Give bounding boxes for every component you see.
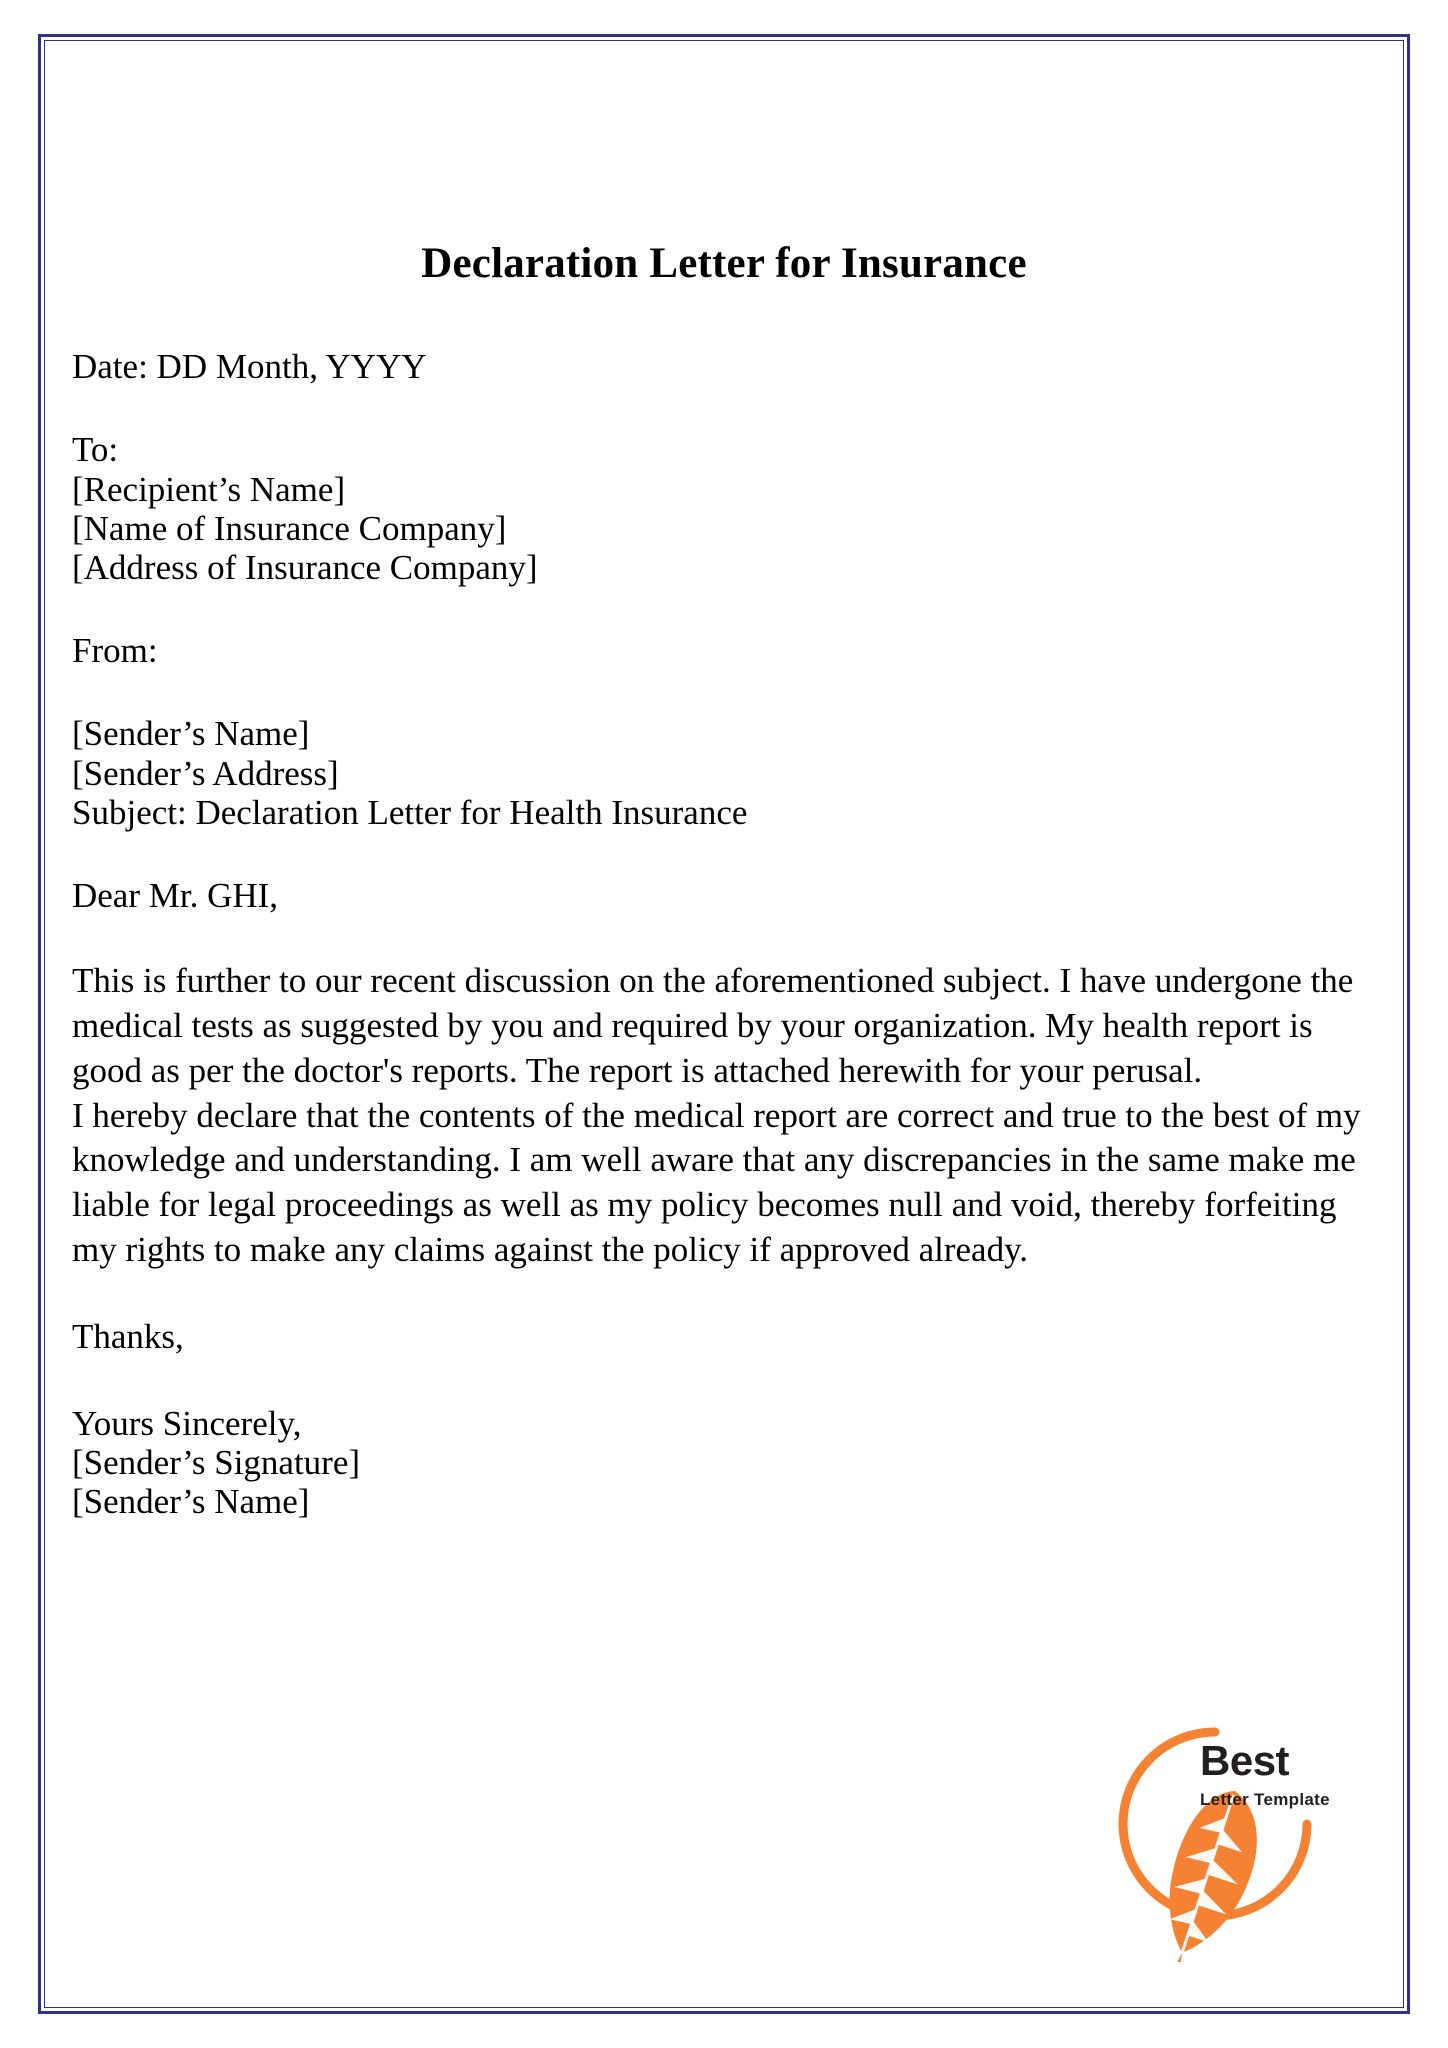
from-label: From: — [72, 631, 158, 671]
body-paragraph-2: I hereby declare that the contents of the medical report are correct and true to the best of my knowledge and understanding. I am well aware that any discrepancies in the same make me liable for legal proceedings as well as my policy becomes null and void, thereby forfeiting my rights to make any claims against the policy if approved already. — [72, 1095, 1361, 1269]
brand-logo — [1090, 1714, 1352, 1962]
recipient-company: [Name of Insurance Company] — [72, 508, 507, 548]
spacer — [72, 832, 1376, 876]
closing-salutation: Yours Sincerely, — [72, 1403, 302, 1443]
thanks-line: Thanks, — [72, 1316, 184, 1356]
recipient-block — [72, 430, 1376, 587]
closing-block — [72, 1400, 1376, 1522]
body-paragraph-1: This is further to our recent discussion on the aforementioned subject. I have undergone the medical tests as suggested by you and required by your organization. My health report is good as per the doctor's reports. The report is attached herewith for your perusal. — [72, 961, 1354, 1090]
to-label: To: — [72, 430, 119, 470]
spacer — [72, 1356, 1376, 1400]
spacer — [72, 386, 1376, 430]
spacer — [72, 587, 1376, 631]
date-line: Date: DD Month, YYYY — [72, 347, 427, 387]
spacer — [72, 915, 1376, 959]
sender-signature-placeholder: [Sender’s Signature] — [72, 1443, 361, 1483]
spacer — [72, 1273, 1376, 1317]
page-title: Declaration Letter for Insurance — [421, 240, 1027, 287]
letter-body — [72, 287, 1376, 1521]
spacer — [72, 670, 1376, 714]
sender-name: [Sender’s Name] — [72, 714, 310, 754]
subject-line: Subject: Declaration Letter for Health Insurance — [72, 792, 748, 832]
sender-name-closing: [Sender’s Name] — [72, 1482, 310, 1522]
recipient-address: [Address of Insurance Company] — [72, 548, 538, 588]
logo-brand-secondary: Letter Template — [1200, 1790, 1330, 1809]
sender-address: [Sender’s Address] — [72, 753, 339, 793]
sender-block — [72, 714, 1376, 832]
document-content — [72, 62, 1376, 1986]
recipient-name: [Recipient’s Name] — [72, 469, 346, 509]
logo-brand-primary: Best — [1200, 1737, 1290, 1784]
salutation: Dear Mr. GHI, — [72, 875, 279, 915]
